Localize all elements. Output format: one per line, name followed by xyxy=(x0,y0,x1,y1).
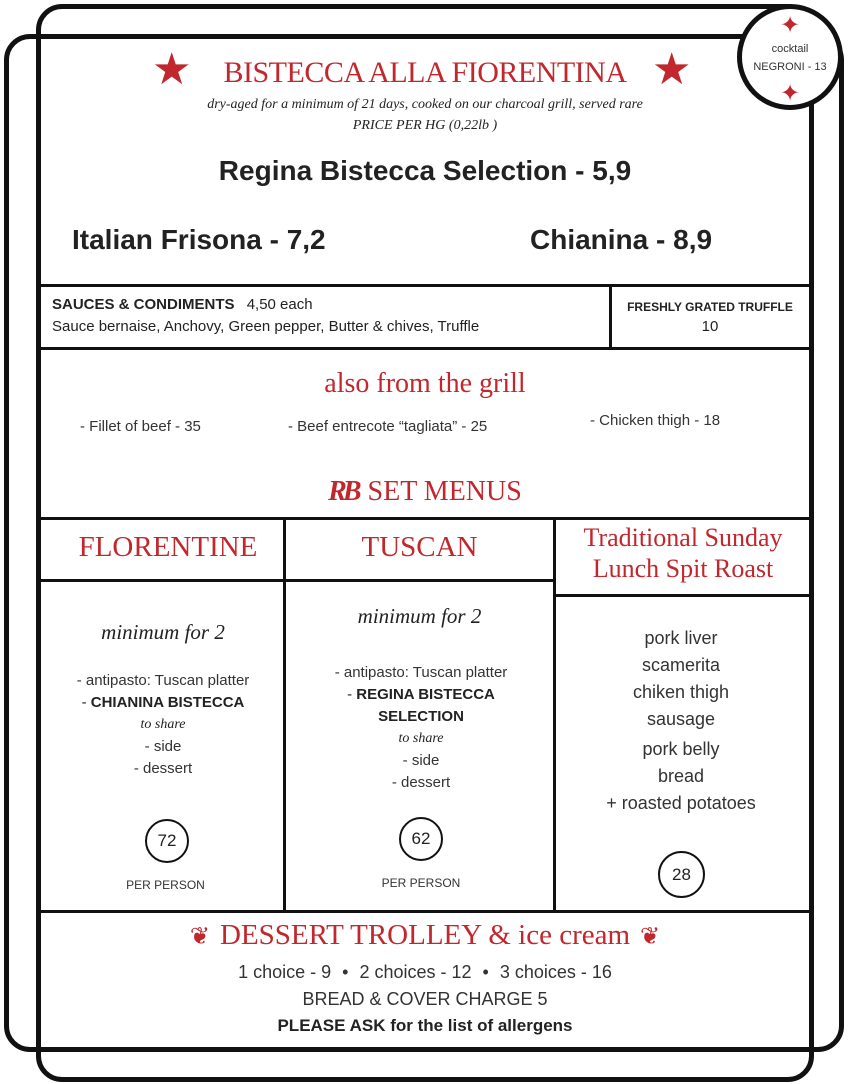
florentine-line4: - dessert xyxy=(133,760,193,777)
tuscan-line4: - dessert xyxy=(391,774,451,791)
page-title: BISTECCA ALLA FIORENTINA xyxy=(223,56,627,89)
tuscan-line2-prefix: - xyxy=(347,686,357,703)
divider-h4b xyxy=(554,594,810,597)
tuscan-line2 xyxy=(286,686,556,703)
florentine-bistecca: CHIANINA BISTECCA xyxy=(90,694,245,711)
divider-h3 xyxy=(40,517,810,520)
dessert-choice-3: 3 choices - 16 xyxy=(499,962,612,982)
sunday-title-line1: Traditional Sunday xyxy=(583,523,783,552)
florentine-minimum: minimum for 2 xyxy=(101,620,225,644)
sunday-item: pork liver xyxy=(644,628,718,648)
truffle-price: 10 xyxy=(701,318,719,335)
bullet: • xyxy=(482,962,489,982)
sunday-price: 28 xyxy=(672,864,691,884)
bullet: • xyxy=(342,962,349,982)
truffle-heading: FRESHLY GRATED TRUFFLE xyxy=(627,300,793,314)
tuscan-share: to share xyxy=(398,731,444,746)
tuscan-selection: SELECTION xyxy=(378,708,464,725)
allergens-note: PLEASE ASK for the list of allergens xyxy=(277,1016,573,1035)
cherry-icon: ❦ xyxy=(189,924,210,950)
set-menus-title: SET MENUS xyxy=(367,476,522,507)
tuscan-line1: - antipasto: Tuscan platter xyxy=(334,664,508,681)
grill-item-chicken: - Chicken thigh - 18 xyxy=(590,412,721,429)
florentine-share: to share xyxy=(140,717,186,732)
sauces-heading: SAUCES & CONDIMENTS xyxy=(52,296,235,313)
divider-h2 xyxy=(40,347,810,350)
star-icon: ★ xyxy=(152,45,192,94)
tuscan-price: 62 xyxy=(411,829,431,848)
sunday-item: + roasted potatoes xyxy=(606,793,756,813)
sauces-price: 4,50 each xyxy=(246,296,313,313)
divider-h1 xyxy=(40,284,810,287)
sauces-heading-row xyxy=(52,296,313,313)
grill-item-fillet: - Fillet of beef - 35 xyxy=(80,418,201,435)
sunday-item: scamerita xyxy=(641,655,721,675)
star-icon: ★ xyxy=(652,45,692,94)
chianina-item: Chianina - 8,9 xyxy=(530,224,713,255)
subtitle: dry-aged for a minimum of 21 days, cooked on our charcoal grill, served rare xyxy=(207,97,643,112)
florentine-line1: - antipasto: Tuscan platter xyxy=(76,672,250,689)
florentine-per-person: PER PERSON xyxy=(126,878,205,892)
dessert-choices xyxy=(40,962,810,983)
florentine-line2 xyxy=(43,694,283,711)
tuscan-bistecca: REGINA BISTECCA xyxy=(356,686,495,703)
sparkle-icon: ✦ xyxy=(779,80,801,107)
dessert-choice-1: 1 choice - 9 xyxy=(238,962,332,982)
florentine-price: 72 xyxy=(157,831,177,850)
tuscan-price-badge xyxy=(399,817,443,861)
sunday-item: pork belly xyxy=(642,739,720,759)
divider-h5 xyxy=(40,910,810,913)
tuscan-line3: - side xyxy=(402,752,440,769)
florentine-title: FLORENTINE xyxy=(78,531,258,563)
sauces-list: Sauce bernaise, Anchovy, Green pepper, Butter & chives, Truffle xyxy=(52,318,480,335)
dessert-title: DESSERT TROLLEY & ice cream xyxy=(219,919,631,951)
main-steak-item: Regina Bistecca Selection - 5,9 xyxy=(218,155,632,186)
rb-logo: RB xyxy=(328,476,358,507)
divider-h4a xyxy=(40,579,554,582)
tuscan-per-person: PER PERSON xyxy=(381,876,461,890)
bread-cover-charge: BREAD & COVER CHARGE 5 xyxy=(302,989,548,1009)
grill-item-entrecote: - Beef entrecote “tagliata” - 25 xyxy=(288,418,488,435)
sunday-price-badge xyxy=(658,851,705,898)
set-menus-title-row xyxy=(40,476,810,508)
florentine-line3: - side xyxy=(144,738,182,755)
sunday-item: bread xyxy=(657,766,705,786)
grill-title: also from the grill xyxy=(324,368,526,399)
frisona-item: Italian Frisona - 7,2 xyxy=(72,224,326,255)
tuscan-minimum: minimum for 2 xyxy=(357,604,482,628)
divider-v-truffle xyxy=(609,286,612,348)
sunday-item: chiken thigh xyxy=(632,682,730,702)
badge-label: cocktail xyxy=(771,43,809,55)
sunday-title-line2: Lunch Spit Roast xyxy=(592,554,774,583)
badge-value: NEGRONI - 13 xyxy=(753,61,827,73)
florentine-line2-prefix: - xyxy=(81,694,91,711)
dessert-choice-2: 2 choices - 12 xyxy=(359,962,472,982)
sparkle-icon: ✦ xyxy=(779,12,801,39)
sunday-item: sausage xyxy=(646,709,716,729)
florentine-price-badge xyxy=(145,819,189,863)
dessert-title-row xyxy=(40,919,810,952)
price-note: PRICE PER HG (0,22lb ) xyxy=(352,118,498,133)
tuscan-title: TUSCAN xyxy=(361,531,478,563)
cherry-icon: ❦ xyxy=(640,924,661,950)
negroni-badge xyxy=(737,4,843,110)
